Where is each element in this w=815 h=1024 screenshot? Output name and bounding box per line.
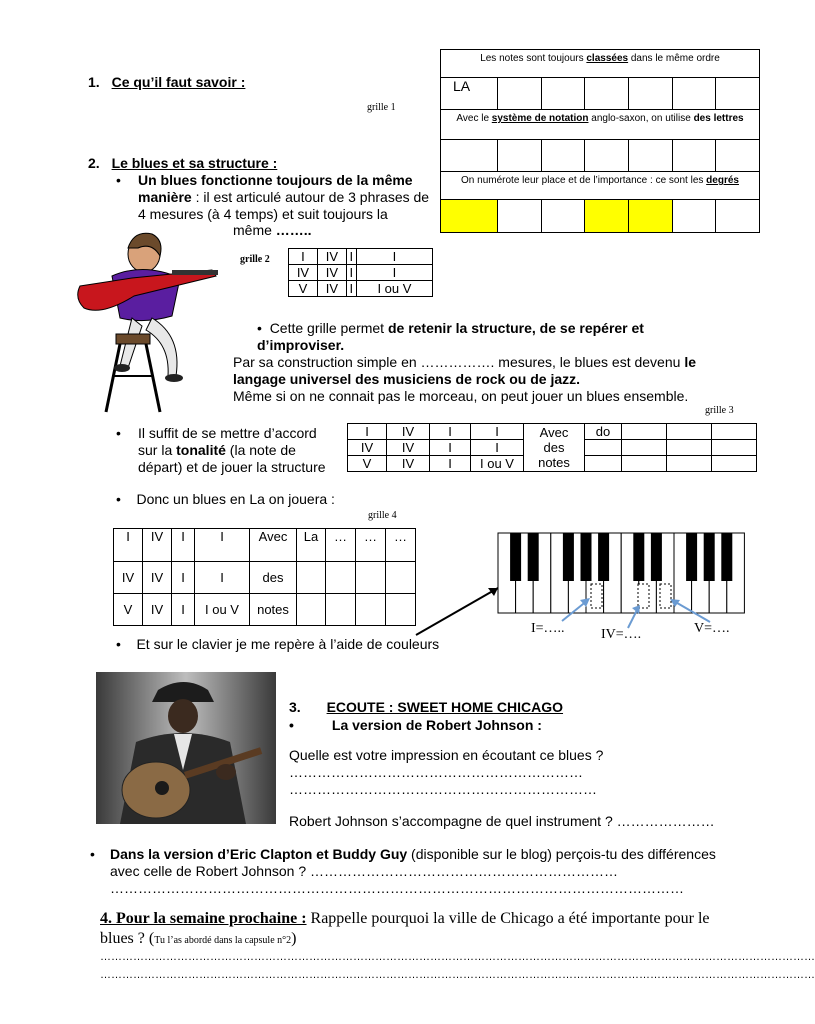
- notes-cell-la: LA: [441, 78, 498, 110]
- section-2-title: Le blues et sa structure :: [111, 155, 278, 171]
- grid3-cell: IV: [348, 440, 387, 456]
- degree-cell-highlight: [441, 200, 498, 233]
- grid4-cell: I: [172, 594, 195, 626]
- grille-2-table: [288, 248, 433, 297]
- grille-4-table: [113, 528, 416, 626]
- section-3-number: 3.: [289, 699, 301, 715]
- grid2-cell: IV: [317, 265, 346, 281]
- key-marker-v: [660, 584, 671, 608]
- grille-1-label: grille 1: [367, 102, 396, 113]
- grid4-cell: I: [172, 529, 195, 562]
- grid3-cell: IV: [387, 456, 430, 472]
- grille-2-label: grille 2: [240, 254, 270, 265]
- grid2-cell: I: [346, 249, 356, 265]
- grid4-cell: IV: [143, 562, 172, 594]
- grid3-cell: I ou V: [471, 456, 524, 472]
- section-3-heading: [289, 699, 563, 715]
- degree-cell-highlight: [585, 200, 629, 233]
- grid2-cell: I: [356, 265, 432, 281]
- grille-3-label: grille 3: [705, 405, 734, 416]
- grid4-notes: notes: [250, 594, 297, 626]
- black-key: [633, 533, 644, 581]
- grid4-la: La: [297, 529, 326, 562]
- key-marker-iv: [638, 584, 649, 608]
- black-key: [721, 533, 732, 581]
- grid3-cell: I: [430, 440, 471, 456]
- black-key: [598, 533, 609, 581]
- grid3-cell: I: [471, 424, 524, 440]
- structure-rest-text: : il est articulé autour de 3 phrases de 4 mesures (à 4 temps) et suit toujours la: [138, 189, 430, 222]
- grid2-cell: I: [346, 281, 356, 297]
- grid3-do-cell: do: [585, 424, 622, 440]
- grid4-dots: …: [356, 529, 386, 562]
- section-1-heading: [88, 74, 245, 90]
- grid3-cell: I: [471, 440, 524, 456]
- grid3-cell: I: [430, 424, 471, 440]
- grid4-dots: …: [326, 529, 356, 562]
- grid3-cell: I: [348, 424, 387, 440]
- degree-cell-highlight: [628, 200, 672, 233]
- section-4: 4. Pour la semaine prochaine : Rappelle pourquoi la ville de Chicago a été importante pour le blues ? (Tu l’as abordé dans la capsule n°2): [100, 910, 710, 947]
- label-i: I=…..: [531, 621, 565, 636]
- structure-bold-text: Un blues fonctionne toujours de la même manière: [138, 172, 413, 205]
- grid3-avec-cell: Avec des notes: [524, 424, 585, 472]
- clapton-question: • Dans la version d’Eric Clapton et Buddy Guy (disponible sur le blog) perçois-tu des différences avec celle de Robert Johnson ? ………………………………………………………… ……………………………………………………………………………………………………………: [90, 846, 740, 897]
- grid4-cell: IV: [143, 594, 172, 626]
- section-2-heading: [88, 155, 277, 171]
- answer-line[interactable]: …………………………………………………………: [289, 781, 597, 797]
- section-4-title: 4. Pour la semaine prochaine :: [100, 910, 307, 927]
- grid2-cell: IV: [317, 249, 346, 265]
- answer-line[interactable]: ……………………………………………………………………………………………………………………………………………………………………………: [100, 951, 815, 963]
- grid4-cell: I: [114, 529, 143, 562]
- robert-johnson-photo: [96, 672, 276, 824]
- guitarist-illustration: [72, 226, 222, 416]
- grid2-cell: V: [289, 281, 318, 297]
- black-key: [651, 533, 662, 581]
- grille-4-label: grille 4: [368, 510, 397, 521]
- section-1-title: Ce qu’il faut savoir :: [111, 74, 246, 90]
- grid4-dots: …: [386, 529, 416, 562]
- grid3-cell: IV: [387, 440, 430, 456]
- section-1-number: 1.: [88, 74, 100, 90]
- notes-table-caption-2: Avec le système de notation anglo-saxon, on utilise des lettres: [441, 110, 760, 140]
- notes-table-caption-3: On numérote leur place et de l’importance : ce sont les degrés: [441, 172, 760, 200]
- grid3-cell: I: [430, 456, 471, 472]
- label-v: V=….: [694, 621, 730, 636]
- grid3-cell: V: [348, 456, 387, 472]
- notes-table-caption-1: Les notes sont toujours classées dans le même ordre: [441, 50, 760, 78]
- grid2-cell: I: [356, 249, 432, 265]
- black-key: [686, 533, 697, 581]
- grid2-cell: I: [289, 249, 318, 265]
- section-2-number: 2.: [88, 155, 100, 171]
- bullet-dot: •: [257, 320, 262, 336]
- key-marker-i: [591, 584, 602, 608]
- grille-3-table: [347, 423, 757, 472]
- grid4-avec: Avec: [250, 529, 297, 562]
- grid4-cell: I: [195, 529, 250, 562]
- black-key: [510, 533, 521, 581]
- notes-table: [440, 49, 760, 233]
- grid4-cell: V: [114, 594, 143, 626]
- section-3-subtitle: • La version de Robert Johnson :: [289, 717, 542, 733]
- black-key: [528, 533, 539, 581]
- label-iv: IV=….: [601, 627, 642, 642]
- structure-line3: même ……..: [233, 222, 312, 238]
- clavier-bullet: • Et sur le clavier je me repère à l’aide de couleurs: [116, 636, 440, 652]
- tonalite-bullet: • Il suffit de se mettre d’accord sur la tonalité (la note de départ) et de jouer la structure: [116, 425, 326, 475]
- grid4-des: des: [250, 562, 297, 594]
- section-3-title: ECOUTE : SWEET HOME CHICAGO: [326, 699, 564, 715]
- answer-lines[interactable]: [100, 948, 815, 984]
- grid3-cell: IV: [387, 424, 430, 440]
- grid2-cell: I: [346, 265, 356, 281]
- structure-paragraph: • Cette grille permet de retenir la structure, de se repérer et d’improviser. Par sa construction simple en ……………. mesures, le blues est devenu le langage universel des musiciens de rock ou de jazz. Même si on ne connait pas le morceau, on peut jouer un blues ensemble.: [233, 320, 696, 404]
- grid4-cell: IV: [114, 562, 143, 594]
- black-key: [563, 533, 574, 581]
- structure-bullet: [116, 172, 436, 223]
- black-key: [581, 533, 592, 581]
- answer-line[interactable]: ……………………………………………………………………………………………………………………………………………………………………………: [100, 969, 815, 981]
- answer-line[interactable]: avec celle de Robert Johnson ? …………………………………………………………: [110, 863, 619, 879]
- answer-line[interactable]: ……………………………………………………………………………………………………………: [110, 880, 684, 896]
- question-instrument[interactable]: Robert Johnson s’accompagne de quel instrument ? …………………: [289, 813, 715, 829]
- grid4-cell: I ou V: [195, 594, 250, 626]
- pointer-arrow-line: [416, 588, 498, 635]
- grid2-cell: I ou V: [356, 281, 432, 297]
- bullet-dot: •: [116, 172, 121, 188]
- donc-bullet: • Donc un blues en La on jouera :: [116, 491, 335, 507]
- black-key: [704, 533, 715, 581]
- answer-line[interactable]: ………………………………………………………: [289, 764, 583, 780]
- grid2-cell: IV: [317, 281, 346, 297]
- grid4-cell: I: [195, 562, 250, 594]
- question-impression: Quelle est votre impression en écoutant ce blues ? ……………………………………………………… …………………………………………………………: [289, 747, 604, 797]
- grid2-cell: IV: [289, 265, 318, 281]
- grid4-cell: IV: [143, 529, 172, 562]
- grid4-cell: I: [172, 562, 195, 594]
